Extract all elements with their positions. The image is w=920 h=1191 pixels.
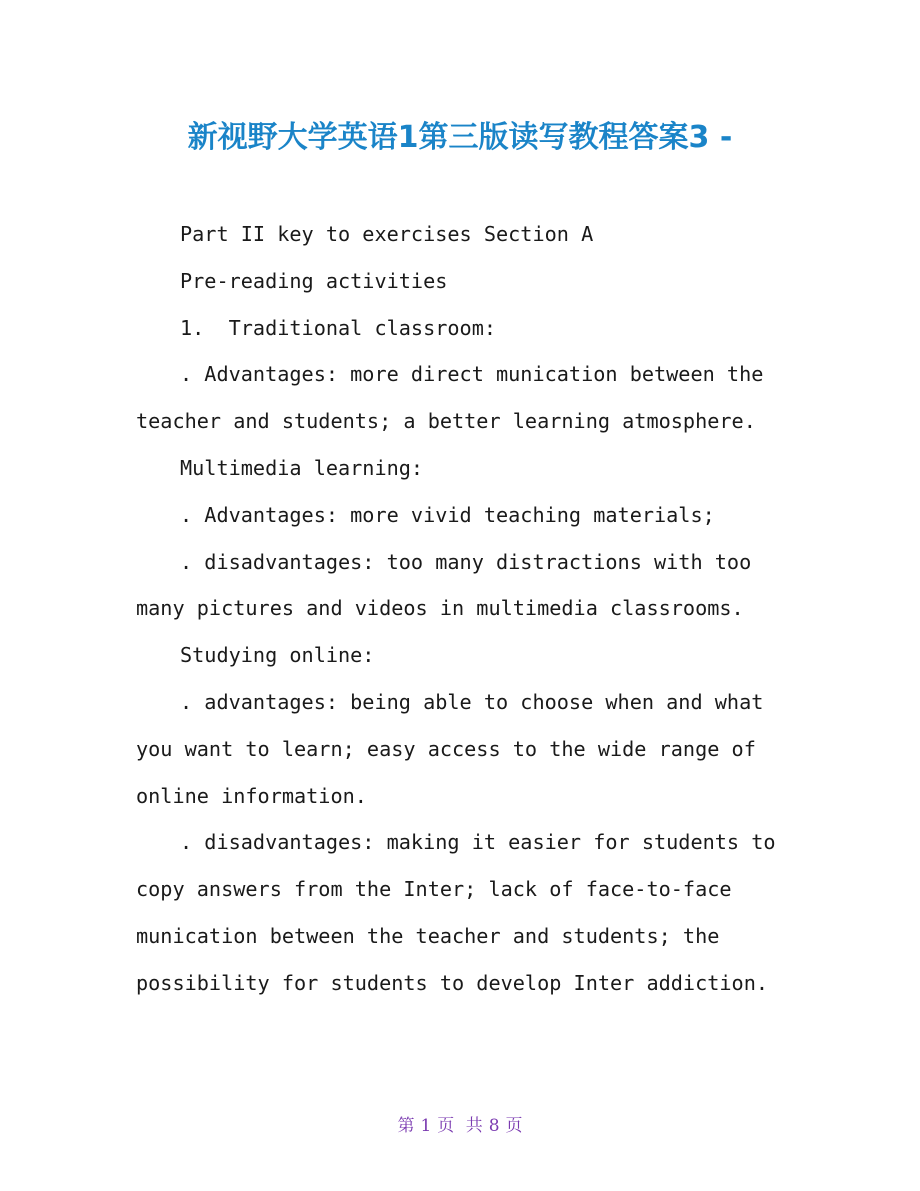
document-body [136, 211, 786, 1007]
paragraph-line: many pictures and videos in multimedia classrooms. [136, 596, 744, 621]
footer-page-mid: 页 共 [437, 1116, 483, 1136]
footer-page-number: 1 [420, 1116, 432, 1136]
paragraph-line: . disadvantages: making it easier for students to [180, 830, 776, 855]
paragraph-line: copy answers from the Inter; lack of face-to-face [136, 877, 732, 902]
paragraph-line: munication between the teacher and students; the [136, 923, 720, 948]
paragraph-line: possibility for students to develop Inter addiction. [136, 970, 769, 995]
footer-total-pages: 8 [488, 1116, 500, 1136]
document-title: 新视野大学英语1第三版读写教程答案3 - [187, 120, 733, 155]
paragraph-line: . Advantages: more vivid teaching materials; [180, 502, 715, 527]
paragraph-line: you want to learn; easy access to the wide range of [136, 736, 756, 761]
paragraph-line: . disadvantages: too many distractions with too [180, 549, 752, 574]
paragraph-line: teacher and students; a better learning atmosphere. [136, 409, 756, 434]
paragraph-line: . Advantages: more direct munication between the [180, 362, 764, 387]
paragraph-line: online information. [136, 783, 367, 808]
paragraph-line: Part II key to exercises Section A [180, 222, 594, 246]
page-footer [0, 1112, 920, 1140]
paragraph-line: 1. Traditional classroom: [180, 315, 497, 340]
paragraph-line: . advantages: being able to choose when and what [180, 689, 764, 714]
paragraph-line: Studying online: [180, 643, 375, 668]
paragraph-line: Multimedia learning: [180, 455, 424, 480]
paragraph-line: Pre-reading activities [180, 268, 448, 293]
footer-page-suffix: 页 [505, 1116, 523, 1136]
footer-page-prefix: 第 [397, 1116, 415, 1136]
